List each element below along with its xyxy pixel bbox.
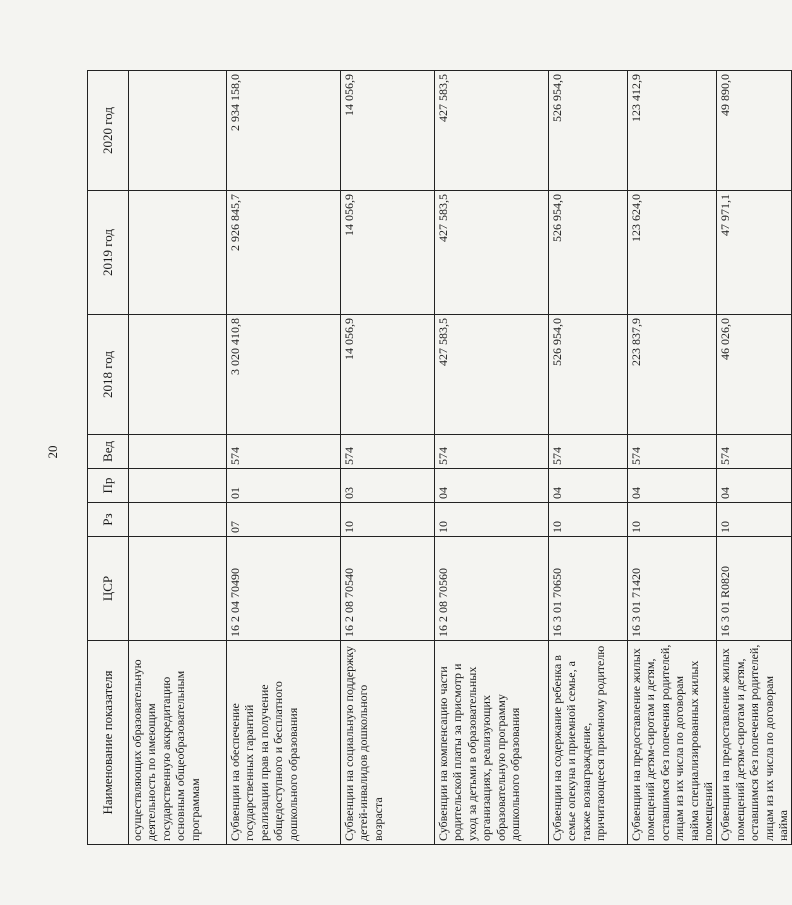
- indicator-name: осуществляющих образовательную деятельность по имеющим государственную аккредитацию основным общеобразовательным программам: [129, 641, 227, 845]
- header-csr: ЦСР: [88, 537, 129, 641]
- value-2019: 123 624,0: [628, 191, 717, 315]
- ved-code: [129, 435, 227, 469]
- rz-code: 10: [549, 503, 628, 537]
- header-pr: Пр: [88, 469, 129, 503]
- table-row: [435, 71, 549, 845]
- header-name: Наименование показателя: [88, 641, 129, 845]
- table-row: [628, 71, 717, 845]
- ved-code: 574: [435, 435, 549, 469]
- ved-code: 574: [549, 435, 628, 469]
- value-2019: 2 926 845,7: [227, 191, 341, 315]
- value-2020: 2 934 158,0: [227, 71, 341, 191]
- csr-code: 16 3 01 70650: [549, 537, 628, 641]
- indicator-name: Субвенции на содержание ребенка в семье опекуна и приемной семье, а также вознаграждение, причитающееся приемному родителю: [549, 641, 628, 845]
- header-ved: Вед: [88, 435, 129, 469]
- value-2019: [129, 191, 227, 315]
- ved-code: 574: [341, 435, 435, 469]
- header-2020: 2020 год: [88, 71, 129, 191]
- budget-table: [87, 70, 792, 845]
- value-2018: 46 026,0: [717, 315, 792, 435]
- value-2019: 14 056,9: [341, 191, 435, 315]
- value-2018: 223 837,9: [628, 315, 717, 435]
- value-2020: 123 412,9: [628, 71, 717, 191]
- rz-code: 07: [227, 503, 341, 537]
- rz-code: 10: [341, 503, 435, 537]
- value-2018: 3 020 410,8: [227, 315, 341, 435]
- value-2020: 49 890,0: [717, 71, 792, 191]
- rz-code: [129, 503, 227, 537]
- csr-code: 16 2 08 70540: [341, 537, 435, 641]
- rz-code: 10: [717, 503, 792, 537]
- table-row: [129, 71, 227, 845]
- pr-code: 01: [227, 469, 341, 503]
- pr-code: 04: [628, 469, 717, 503]
- pr-code: [129, 469, 227, 503]
- value-2020: 427 583,5: [435, 71, 549, 191]
- pr-code: 04: [717, 469, 792, 503]
- table-header-row: [88, 71, 129, 845]
- header-rz: Рз: [88, 503, 129, 537]
- ved-code: 574: [717, 435, 792, 469]
- pr-code: 03: [341, 469, 435, 503]
- rz-code: 10: [435, 503, 549, 537]
- value-2020: [129, 71, 227, 191]
- page-number: 20: [45, 445, 60, 459]
- value-2020: 526 954,0: [549, 71, 628, 191]
- indicator-name: Субвенции на социальную поддержку детей-инвалидов дошкольного возраста: [341, 641, 435, 845]
- value-2019: 427 583,5: [435, 191, 549, 315]
- header-2018: 2018 год: [88, 315, 129, 435]
- csr-code: [129, 537, 227, 641]
- ved-code: 574: [227, 435, 341, 469]
- indicator-name: Субвенции на предоставление жилых помещений детям-сиротам и детям, оставшимся без попечения родителей, лицам из их числа по договорам найма: [717, 641, 792, 845]
- indicator-name: Субвенции на предоставление жилых помещений детям-сиротам и детям, оставшимся без попечения родителей, лицам из их числа по договорам найма специализированных жилых помещений: [628, 641, 717, 845]
- table-row: [717, 71, 792, 845]
- ved-code: 574: [628, 435, 717, 469]
- value-2019: 47 971,1: [717, 191, 792, 315]
- csr-code: 16 3 01 R0820: [717, 537, 792, 641]
- pr-code: 04: [435, 469, 549, 503]
- csr-code: 16 2 08 70560: [435, 537, 549, 641]
- rotated-sheet: [87, 71, 790, 845]
- value-2020: 14 056,9: [341, 71, 435, 191]
- value-2019: 526 954,0: [549, 191, 628, 315]
- header-2019: 2019 год: [88, 191, 129, 315]
- indicator-name: Субвенции на обеспечение государственных гарантий реализации прав на получение общедоступного и бесплатного дошкольного образования: [227, 641, 341, 845]
- value-2018: 526 954,0: [549, 315, 628, 435]
- indicator-name: Субвенции на компенсацию части родительской платы за присмотр и уход за детьми в образовательных организациях, реализующих образовательную программу дошкольного образования: [435, 641, 549, 845]
- value-2018: 14 056,9: [341, 315, 435, 435]
- pr-code: 04: [549, 469, 628, 503]
- rz-code: 10: [628, 503, 717, 537]
- value-2018: 427 583,5: [435, 315, 549, 435]
- table-row: [341, 71, 435, 845]
- csr-code: 16 2 04 70490: [227, 537, 341, 641]
- value-2018: [129, 315, 227, 435]
- csr-code: 16 3 01 71420: [628, 537, 717, 641]
- table-row: [549, 71, 628, 845]
- table-row: [227, 71, 341, 845]
